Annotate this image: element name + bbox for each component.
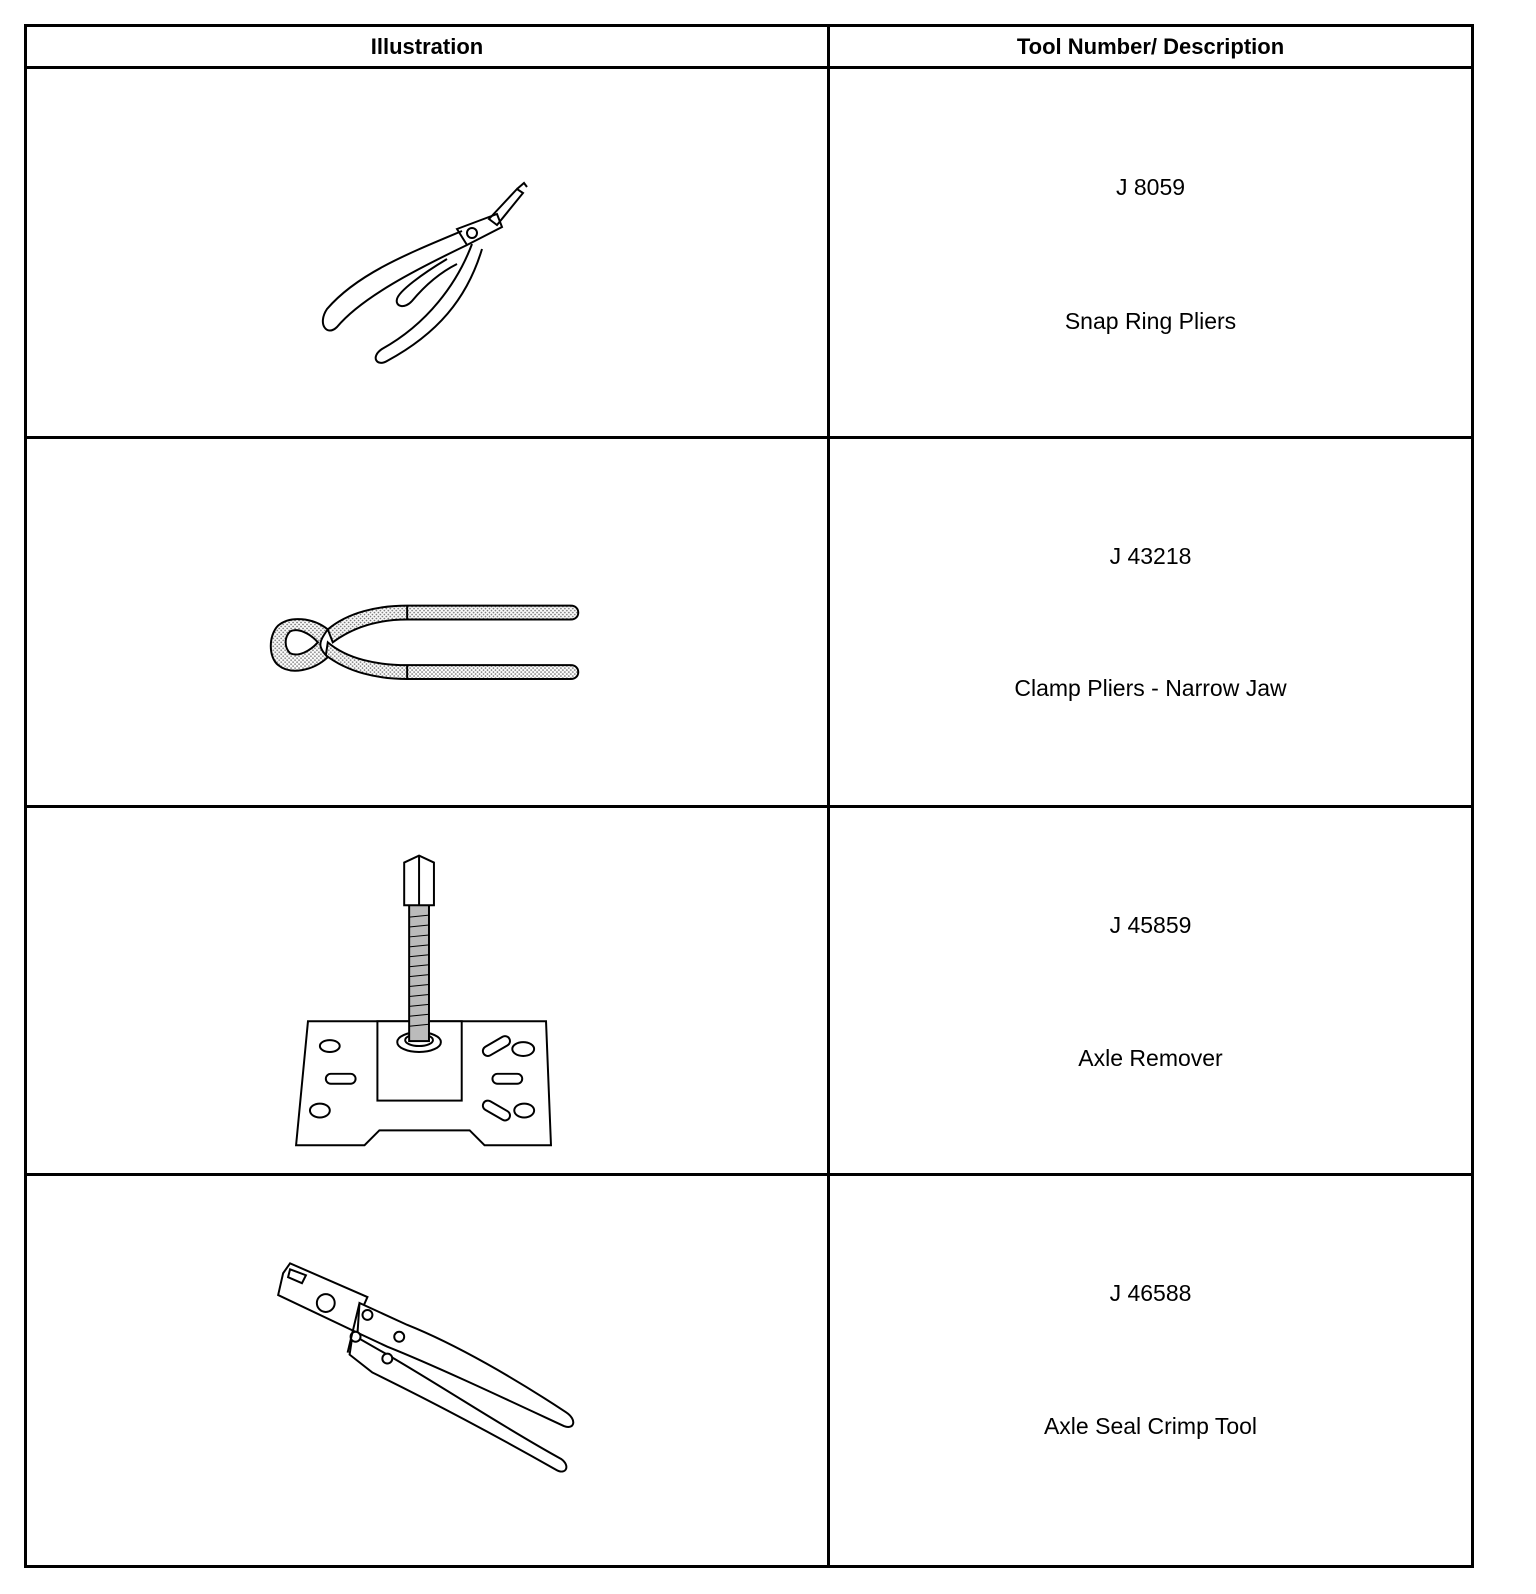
table-row xyxy=(27,1173,1471,1565)
illustration-cell xyxy=(27,1176,827,1565)
illustration-cell xyxy=(27,69,827,436)
tool-number: J 46588 xyxy=(1109,1280,1192,1306)
clamp-pliers-icon xyxy=(27,439,827,805)
illustration-cell xyxy=(27,439,827,805)
snap-ring-pliers-icon xyxy=(27,69,827,436)
crimp-tool-icon xyxy=(27,1176,827,1565)
tool-number: J 8059 xyxy=(1115,174,1186,200)
table-row xyxy=(27,436,1471,805)
table-row xyxy=(27,805,1471,1173)
tool-description: Clamp Pliers - Narrow Jaw xyxy=(1014,675,1287,701)
table-header xyxy=(27,27,1471,69)
description-cell xyxy=(830,1176,1471,1565)
axle-remover-icon xyxy=(27,808,827,1173)
tool-description: Snap Ring Pliers xyxy=(1064,308,1237,334)
header-illustration: Illustration xyxy=(370,34,484,59)
description-cell xyxy=(830,808,1471,1173)
tool-number: J 45859 xyxy=(1109,912,1192,938)
description-cell xyxy=(830,439,1471,805)
tool-description: Axle Remover xyxy=(1078,1045,1223,1071)
table-row xyxy=(27,69,1471,436)
tool-description: Axle Seal Crimp Tool xyxy=(1043,1413,1258,1439)
description-cell xyxy=(830,69,1471,436)
tool-table xyxy=(24,24,1474,1568)
illustration-cell xyxy=(27,808,827,1173)
header-tool-description: Tool Number/ Description xyxy=(1016,34,1285,59)
tool-number: J 43218 xyxy=(1109,543,1192,569)
